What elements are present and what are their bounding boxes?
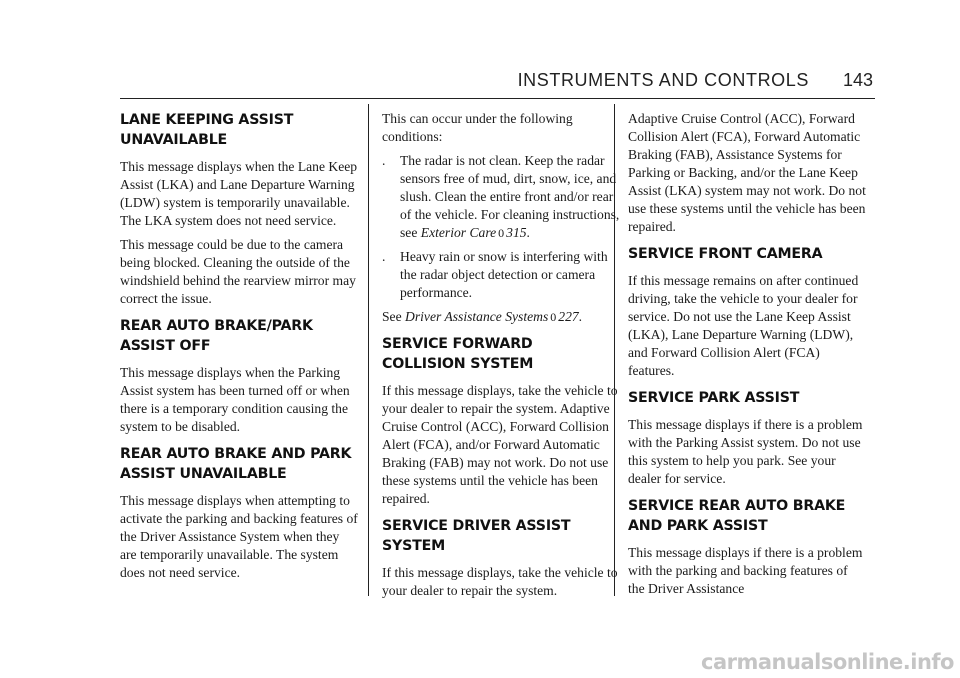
- page-arrow-icon: 0: [550, 310, 557, 324]
- paragraph: If this message displays, take the vehicle to your dealer to repair the system. Adaptive Cruise Control (ACC), Forward Collision Alert (FCA), and/or Forward Automatic Braking (FAB) may not work. Do not use these systems until the vehicle has been repaired.: [382, 383, 618, 506]
- page-number: 143: [842, 70, 873, 90]
- paragraph: If this message remains on after continued driving, take the vehicle to your dealer for service. Do not use the Lane Keep Assist (LKA), Lane Departure Warning (LDW), and Forward Collision Alert (FCA) features.: [628, 273, 859, 378]
- paragraph: This message could be due to the camera being blocked. Cleaning the outside of the windshield behind the rearview mirror may correct the issue.: [120, 237, 356, 306]
- punctuation: .: [526, 225, 530, 240]
- column-3: [628, 110, 866, 604]
- punctuation: .: [578, 309, 583, 324]
- heading-service-park-assist: SERVICE PARK ASSIST: [628, 390, 800, 406]
- column-divider: [368, 104, 369, 596]
- list-item: [382, 152, 620, 242]
- heading-lka-unavailable: LANE KEEPING ASSIST UNAVAILABLE: [120, 112, 294, 148]
- paragraph: This message displays if there is a problem with the Parking Assist system. Do not use this system to help you park. See your dealer for service.: [628, 417, 863, 486]
- page-arrow-icon: 0: [498, 226, 505, 240]
- paragraph: This message displays when attempting to activate the parking and backing features of the Driver Assistance System when they are temporarily unavailable. The system does not need service.: [120, 493, 358, 580]
- bullet: .: [382, 249, 386, 264]
- page-header: [120, 60, 875, 99]
- paragraph: If this message displays, take the vehicle to your dealer to repair the system.: [382, 565, 618, 598]
- list-item-text: The radar is not clean. Keep the radar sensors free of mud, dirt, snow, ice, and slush. Clean the entire front and/or rear of the vehicle. For cleaning instructions, see: [400, 153, 620, 240]
- paragraph: This message displays when the Lane Keep Assist (LKA) and Lane Departure Warning (LDW) system is temporarily unavailable. The LKA system does not need service.: [120, 159, 358, 228]
- section-title: INSTRUMENTS AND CONTROLS: [517, 70, 809, 90]
- heading-service-front-camera: SERVICE FRONT CAMERA: [628, 246, 823, 262]
- see-prefix: See: [382, 309, 402, 324]
- paragraph: Adaptive Cruise Control (ACC), Forward Collision Alert (FCA), Forward Automatic Braking (FAB), Assistance Systems for Parking or Backing, and/or the Lane Keep Assist (LKA) system may not work. Do not use these systems until the vehicle has been repaired.: [628, 111, 866, 234]
- watermark: carmanualsonline.info: [701, 650, 954, 674]
- condition-list: [382, 152, 620, 302]
- heading-service-rear-auto-brake: SERVICE REAR AUTO BRAKE AND PARK ASSIST: [628, 498, 846, 534]
- bullet: .: [382, 153, 386, 168]
- column-2: [382, 110, 620, 606]
- list-item: [382, 248, 620, 302]
- cross-reference-link[interactable]: Driver Assistance Systems: [405, 309, 549, 324]
- list-item-text: Heavy rain or snow is interfering with the radar object detection or camera performance.: [400, 249, 608, 300]
- heading-rear-auto-brake-unavailable: REAR AUTO BRAKE AND PARK ASSIST UNAVAILABLE: [120, 446, 352, 482]
- see-also: [382, 308, 620, 326]
- paragraph: This can occur under the following conditions:: [382, 111, 573, 144]
- cross-reference-page[interactable]: 315: [506, 225, 527, 240]
- column-1: [120, 110, 358, 588]
- paragraph: This message displays if there is a problem with the parking and backing features of the Driver Assistance: [628, 545, 863, 596]
- heading-service-forward-collision: SERVICE FORWARD COLLISION SYSTEM: [382, 336, 534, 372]
- heading-rear-auto-brake-off: REAR AUTO BRAKE/PARK ASSIST OFF: [120, 318, 313, 354]
- paragraph: This message displays when the Parking Assist system has been turned off or when there is a temporary condition causing the system to be disabled.: [120, 365, 350, 434]
- cross-reference-page[interactable]: 227: [558, 309, 579, 324]
- heading-service-driver-assist: SERVICE DRIVER ASSIST SYSTEM: [382, 518, 571, 554]
- cross-reference-link[interactable]: Exterior Care: [420, 225, 497, 240]
